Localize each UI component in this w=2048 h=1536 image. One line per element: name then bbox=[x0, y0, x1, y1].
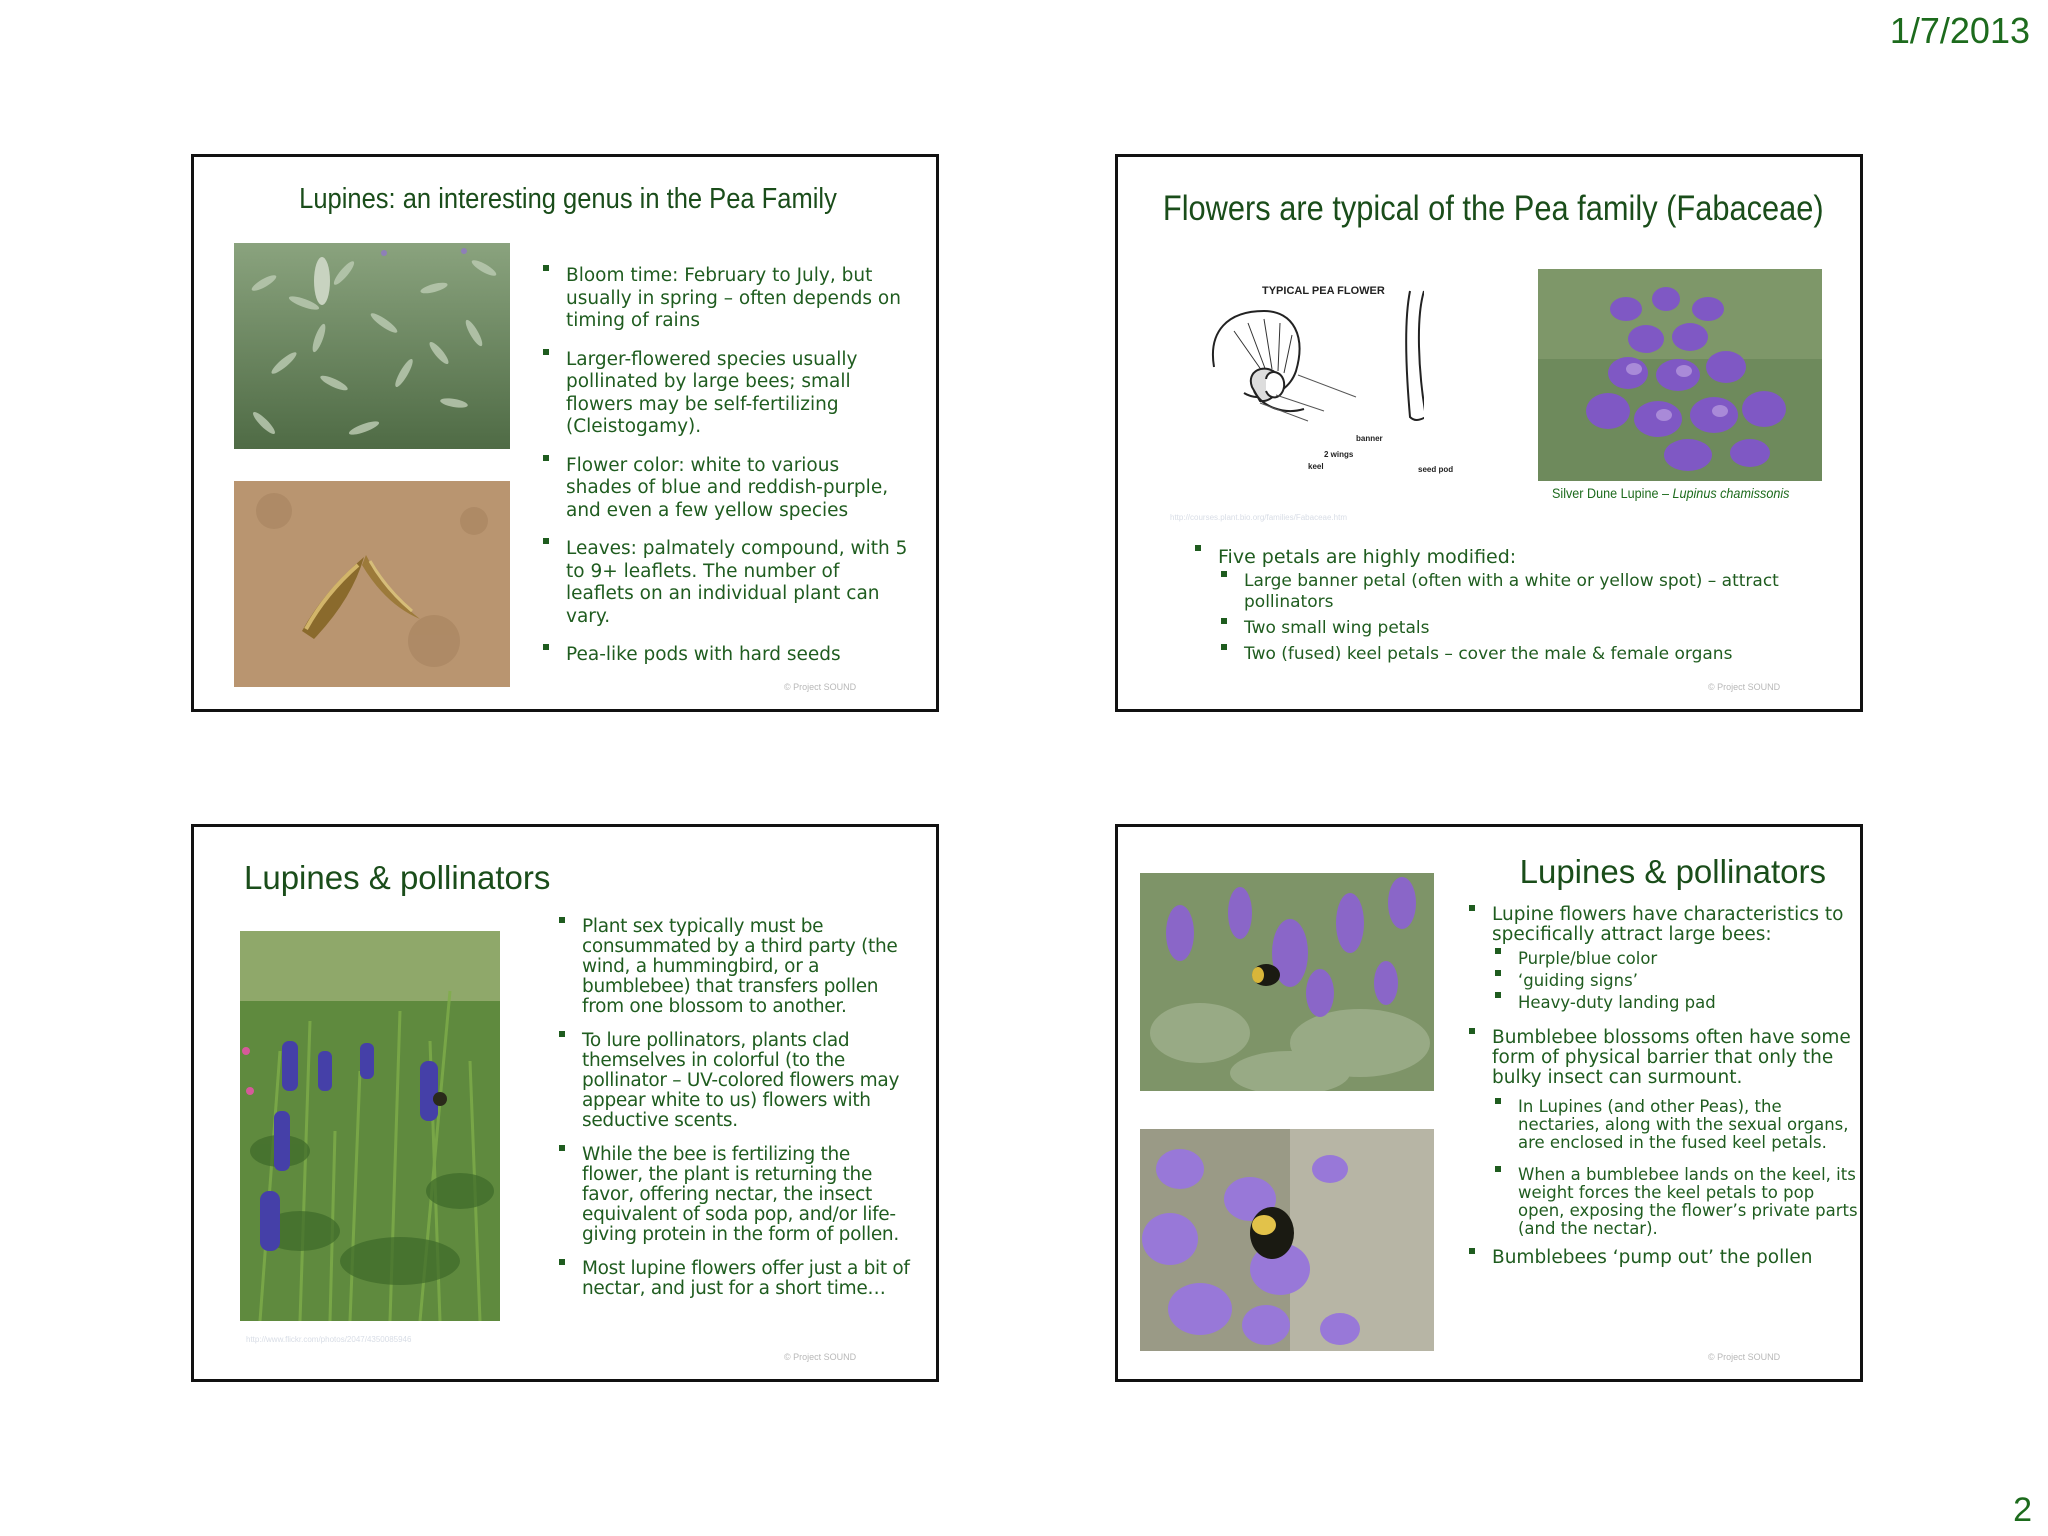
page-number: 2 bbox=[2013, 1491, 2032, 1529]
bullet-item: Bumblebees ‘pump out’ the pollen bbox=[1466, 1248, 1858, 1268]
bullet-text: Bumblebee blossoms often have some form of physical barrier that only the bulky insect can surmount. bbox=[1492, 1027, 1851, 1088]
page-date: 1/7/2013 bbox=[1889, 10, 2030, 51]
slide-pea-flower bbox=[1115, 154, 1863, 712]
sub-bullet-item: Large banner petal (often with a white or yellow spot) – attract pollinators bbox=[1218, 571, 1832, 613]
bullet-text: Lupine flowers have characteristics to specifically attract large bees: bbox=[1492, 904, 1844, 945]
bullet-item: Larger-flowered species usually pollinated by large bees; small flowers may be self-fertilizing (Cleistogamy). bbox=[540, 349, 910, 439]
slide-lupines-pollinators bbox=[191, 824, 939, 1382]
seed-pod-photo bbox=[234, 481, 510, 687]
bullet-item bbox=[1466, 1028, 1858, 1238]
bullet-item: While the bee is fertilizing the flower, the plant is returning the favor, offering nectar, the insect equivalent of soda pop, and/or life-giving protein in the form of pollen. bbox=[556, 1145, 916, 1245]
diagram-label-banner: banner bbox=[1356, 434, 1383, 443]
slide-title: Lupines & pollinators bbox=[244, 859, 551, 896]
bullet-list bbox=[556, 917, 916, 1299]
bullet-item bbox=[1192, 545, 1832, 665]
diagram-label-keel: keel bbox=[1308, 462, 1324, 471]
sub-bullet-item: Two small wing petals bbox=[1218, 618, 1832, 639]
bullet-item: Plant sex typically must be consummated by a third party (the wind, a hummingbird, or a bumblebee) that transfers pollen from one blossom to another. bbox=[556, 917, 916, 1017]
sub-bullet-list bbox=[1492, 948, 1858, 1014]
photo-caption bbox=[1552, 485, 1789, 501]
slide-title: Flowers are typical of the Pea family (Fabaceae) bbox=[1162, 189, 1824, 228]
source-url: http://courses.plant.bio.org/families/Fabaceae.htm bbox=[1170, 513, 1347, 522]
diagram-label-seed-pod: seed pod bbox=[1418, 465, 1454, 474]
sub-bullet-list bbox=[1218, 571, 1832, 665]
bumblebee-on-lupine-photo-2 bbox=[1140, 1129, 1434, 1351]
bullet-item: Pea-like pods with hard seeds bbox=[540, 644, 910, 667]
silver-dune-lupine-photo bbox=[1538, 269, 1822, 481]
slide-title: Lupines & pollinators bbox=[1519, 853, 1826, 890]
bumblebee-on-lupine-photo-1 bbox=[1140, 873, 1434, 1091]
copyright: © Project SOUND bbox=[1708, 682, 1781, 692]
bullet-item bbox=[1466, 905, 1858, 1014]
caption-species: Lupinus chamissonis bbox=[1672, 485, 1790, 501]
bullet-item: To lure pollinators, plants clad themselves in colorful (to the pollinator – UV-colored flowers may appear white to us) flowers with seductive scents. bbox=[556, 1031, 916, 1131]
sub-bullet-item: Two (fused) keel petals – cover the male & female organs bbox=[1218, 644, 1832, 665]
sub-bullet-item: Heavy-duty landing pad bbox=[1492, 992, 1858, 1014]
bullet-text: Five petals are highly modified: bbox=[1218, 546, 1517, 568]
bullet-list bbox=[1466, 905, 1858, 1268]
lupine-meadow-photo bbox=[240, 931, 500, 1321]
sub-bullet-item: In Lupines (and other Peas), the nectaries, along with the sexual organs, are enclosed in the fused keel petals. bbox=[1492, 1098, 1858, 1152]
bullet-list bbox=[540, 265, 910, 667]
sub-bullet-list bbox=[1492, 1098, 1858, 1238]
copyright: © Project SOUND bbox=[784, 1352, 857, 1362]
bullet-item: Flower color: white to various shades of blue and reddish-purple, and even a few yellow species bbox=[540, 455, 910, 523]
lupine-shrub-photo bbox=[234, 243, 510, 449]
sub-bullet-item: ‘guiding signs’ bbox=[1492, 970, 1858, 992]
slide-title: Lupines: an interesting genus in the Pea Family bbox=[299, 183, 837, 215]
slide-lupines-pollinators-2 bbox=[1115, 824, 1863, 1382]
source-url: http://www.flickr.com/photos/2047/4350085946 bbox=[246, 1335, 412, 1344]
caption-common-name: Silver Dune Lupine – bbox=[1552, 485, 1673, 501]
slide-lupines-genus bbox=[191, 154, 939, 712]
bullet-item: Bloom time: February to July, but usually in spring – often depends on timing of rains bbox=[540, 265, 910, 333]
copyright: © Project SOUND bbox=[784, 682, 857, 692]
diagram-label-wings: 2 wings bbox=[1324, 450, 1354, 459]
sub-bullet-item: When a bumblebee lands on the keel, its weight forces the keel petals to pop open, exposing the flower’s private parts (and the nectar). bbox=[1492, 1166, 1858, 1238]
sub-bullet-item: Purple/blue color bbox=[1492, 948, 1858, 970]
bullet-list bbox=[1192, 545, 1832, 665]
copyright: © Project SOUND bbox=[1708, 1352, 1781, 1362]
diagram-heading: TYPICAL PEA FLOWER bbox=[1262, 285, 1385, 297]
bullet-item: Most lupine flowers offer just a bit of nectar, and just for a short time… bbox=[556, 1259, 916, 1299]
bullet-item: Leaves: palmately compound, with 5 to 9+ leaflets. The number of leaflets on an individual plant can vary. bbox=[540, 538, 910, 628]
